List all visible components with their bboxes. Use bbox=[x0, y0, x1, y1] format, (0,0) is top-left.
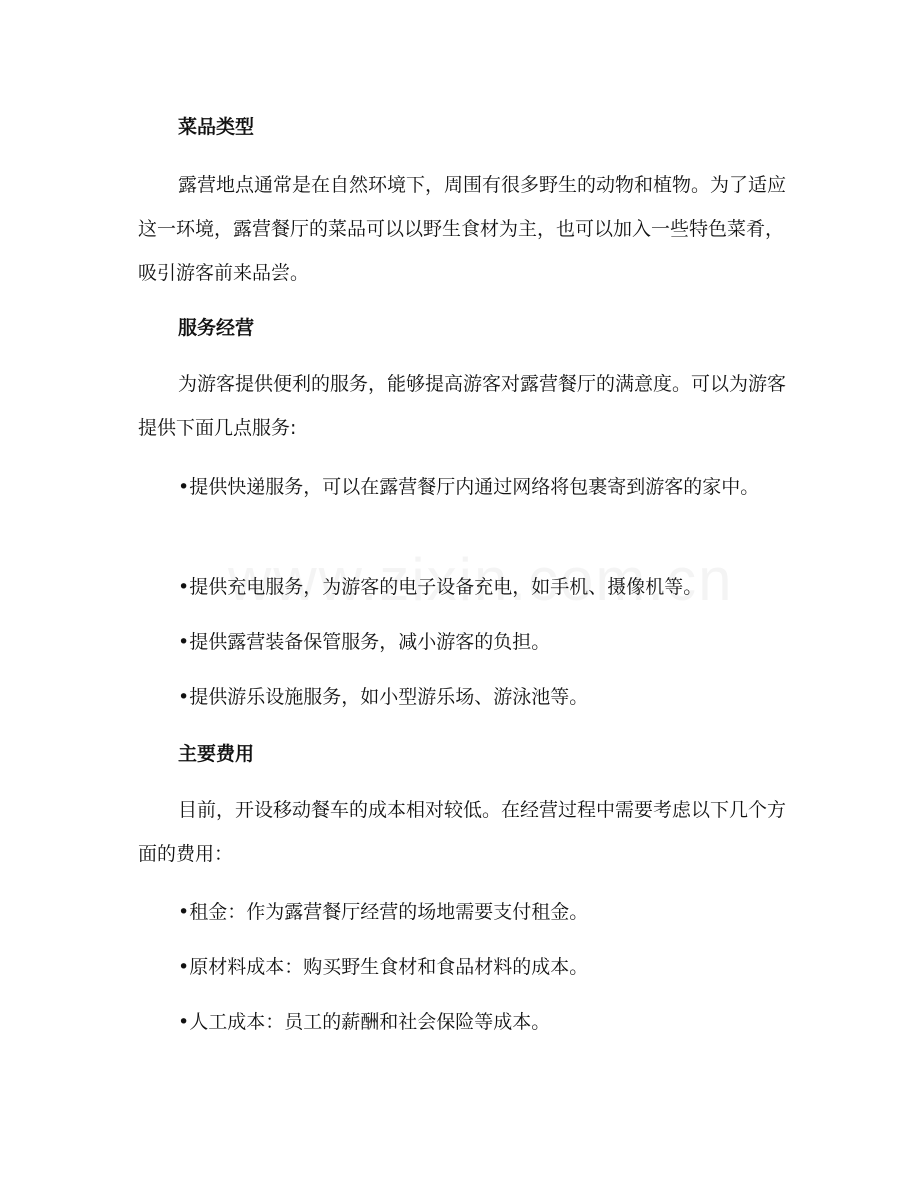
list-item-text: 提供充电服务，为游客的电子设备充电，如手机、摄像机等。 bbox=[189, 576, 703, 598]
bullet-icon: • bbox=[178, 901, 190, 923]
list-item-text: 提供露营装备保管服务，减小游客的负担。 bbox=[189, 631, 551, 653]
list-item bbox=[138, 1000, 788, 1044]
section-heading-costs: 主要费用 bbox=[178, 743, 255, 765]
list-item-text: 原材料成本：购买野生食材和食品材料的成本。 bbox=[189, 956, 589, 978]
bullet-icon: • bbox=[178, 631, 190, 653]
section-heading-dish-types: 菜品类型 bbox=[178, 116, 255, 138]
list-item bbox=[138, 565, 788, 609]
bullet-icon: • bbox=[178, 956, 190, 978]
section-paragraph-service: 为游客提供便利的服务，能够提高游客对露营餐厅的满意度。可以为游客提供下面几点服务: bbox=[138, 373, 787, 439]
bullet-icon: • bbox=[178, 476, 190, 498]
list-item-text: 提供游乐设施服务，如小型游乐场、游泳池等。 bbox=[189, 686, 589, 708]
bullet-icon: • bbox=[178, 1011, 190, 1033]
list-item bbox=[138, 675, 788, 719]
section-paragraph-costs: 目前，开设移动餐车的成本相对较低。在经营过程中需要考虑以下几个方面的费用： bbox=[138, 799, 787, 865]
list-item bbox=[138, 465, 788, 509]
list-item-text: 租金：作为露营餐厅经营的场地需要支付租金。 bbox=[189, 901, 589, 923]
section-paragraph-dish-types: 露营地点通常是在自然环境下，周围有很多野生的动物和植物。为了适应这一环境，露营餐厅的菜品可以以野生食材为主，也可以加入一些特色菜肴，吸引游客前来品尝。 bbox=[138, 174, 787, 284]
list-item bbox=[138, 890, 788, 934]
list-item bbox=[138, 620, 788, 664]
list-item-text: 提供快递服务，可以在露营餐厅内通过网络将包裹寄到游客的家中。 bbox=[189, 476, 760, 498]
bullet-icon: • bbox=[178, 576, 190, 598]
bullet-icon: • bbox=[178, 686, 190, 708]
list-item bbox=[138, 945, 788, 989]
section-heading-service: 服务经营 bbox=[178, 317, 255, 339]
list-item-text: 人工成本：员工的薪酬和社会保险等成本。 bbox=[189, 1011, 551, 1033]
